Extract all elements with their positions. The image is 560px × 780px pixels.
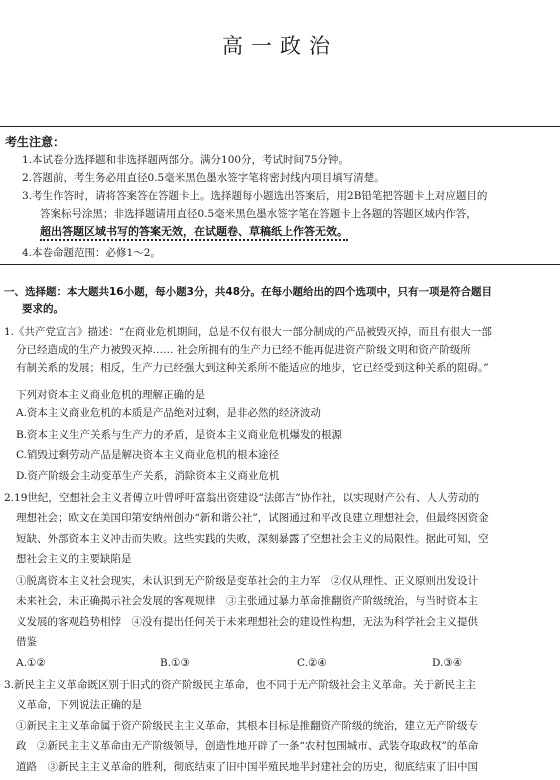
q3-statement-line2: 政 ②新民主主义革命由无产阶级领导，创造性地开辟了一条“农村包围城市、武装夺取政权”的革命 (16, 740, 479, 752)
section-heading-line1: 一、选择题：本大题共16小题，每小题3分，共48分。在每小题给出的四个选项中，只有一项是符合题目 (4, 286, 493, 298)
notice-item-2: 2.答题前，考生务必用直径0.5毫米黑色墨水签字笔将密封线内项目填写清楚。 (22, 172, 385, 184)
q2-statement-line2: 未来社会，未正确揭示社会发展的客观规律 ③主张通过暴力革命推翻资产阶级统治，与当时资本主 (16, 595, 478, 607)
q2-statement-line4: 借鉴 (16, 636, 37, 648)
divider-top (0, 126, 560, 127)
q3-statement-line1: ①新民主主义革命属于资产阶级民主主义革命，其根本目标是推翻资产阶级的统治，建立无产阶级专 (16, 720, 478, 732)
notice-item-1: 1.本试卷分选择题和非选择题两部分。满分100分，考试时间75分钟。 (22, 154, 349, 166)
q2-stem-line3: 短缺、外部资本主义冲击而失败。这些实践的失败，深刻暴露了空想社会主义的局限性。据此可知，空 (16, 533, 489, 545)
q3-stem-line2: 义革命，下列说法正确的是 (16, 699, 142, 711)
q2-statement-line1: ①脱离资本主义社会现实，未认识到无产阶级是变革社会的主力军 ②仅从理性、正义原则出发设计 (16, 575, 478, 587)
q1-option-b: B.资本主义生产关系与生产力的矛盾，是资本主义商业危机爆发的根源 (16, 429, 343, 441)
notice-heading: 考生注意： (5, 135, 66, 149)
q1-option-d: D.资产阶级会主动变革生产关系，消除资本主义商业危机 (16, 470, 280, 482)
notice-item-3-cont: 答案标号涂黑；非选择题请用直径0.5毫米黑色墨水签字笔在答题卡上各题的答题区域内作答， (40, 208, 477, 220)
page-title: 高一政治 (222, 34, 338, 58)
q1-stem-line4: 下列对资本主义商业危机的理解正确的是 (16, 389, 205, 401)
q2-option-c: C.②④ (297, 657, 327, 669)
q2-stem-line1: 2.19世纪，空想社会主义者傅立叶曾呼吁富翁出资建设“法郎吉”协作社，以实现财产公有、人人劳动的 (4, 492, 480, 504)
q2-stem-line4: 想社会主义的主要缺陷是 (16, 553, 132, 565)
divider-bottom (0, 264, 560, 265)
q1-option-a: A.资本主义商业危机的本质是产品绝对过剩，是非必然的经济波动 (16, 407, 321, 419)
q2-statement-line3: 义发展的客观趋势相悖 ④没有提出任何关于未来理想社会的建设性构想，无法为科学社会主义提供 (16, 616, 478, 628)
q1-stem-line1: 1.《共产党宣言》描述：“在商业危机期间，总是不仅有很大一部分制成的产品被毁灭掉，而且有很大一部 (4, 326, 492, 338)
q3-stem-line1: 3.新民主主义革命既区别于旧式的资产阶级民主革命，也不同于无产阶级社会主义革命。关于新民主主 (4, 679, 477, 691)
q2-stem-line2: 理想社会；欧文在美国印第安纳州创办“新和谐公社”，试图通过和平改良建立理想社会，但最终因资金 (16, 512, 489, 524)
section-heading-line2: 要求的。 (22, 303, 64, 315)
notice-item-4: 4.本卷命题范围：必修1～2。 (22, 247, 161, 259)
notice-item-3-emphasis: 超出答题区域书写的答案无效，在试题卷、草稿纸上作答无效。 (40, 225, 348, 241)
q2-option-b: B.①③ (160, 657, 190, 669)
q1-stem-line3: 有制关系的发展；相反，生产力已经强大到这种关系所不能适应的地步，它已经受到这种关系的阻碍。” (16, 362, 489, 374)
q2-option-a: A.①② (16, 657, 46, 669)
q1-option-c: C.销毁过剩劳动产品是解决资本主义商业危机的根本途径 (16, 449, 279, 461)
notice-item-3: 3.考生作答时，请将答案答在答题卡上。选择题每小题选出答案后，用2B铅笔把答题卡上对应题目的 (22, 190, 488, 202)
q2-option-d: D.③④ (432, 657, 463, 669)
q3-statement-line3: 道路 ③新民主主义革命的胜利，彻底结束了旧中国半殖民地半封建社会的历史，彻底结束了旧中国 (16, 761, 478, 773)
q1-stem-line2: 分已经造成的生产力被毁灭掉…… 社会所拥有的生产力已经不能再促进资产阶级文明和资产阶级所 (16, 344, 471, 356)
